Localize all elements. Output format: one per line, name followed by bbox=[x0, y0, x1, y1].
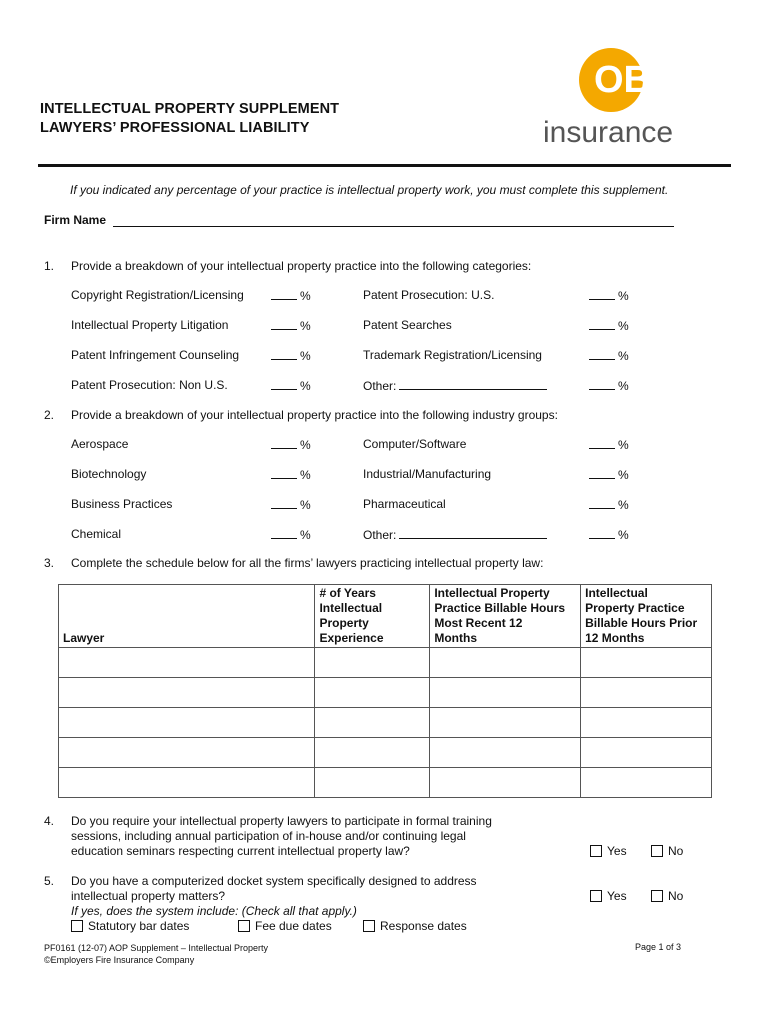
table-row bbox=[59, 738, 712, 768]
table-cell[interactable] bbox=[581, 768, 712, 798]
col-header-hours-prior: Intellectual Property Practice Billable Hours Prior 12 Months bbox=[581, 585, 712, 648]
q1-percent-field[interactable]: % bbox=[271, 348, 311, 363]
form-footer bbox=[44, 942, 268, 966]
document-subtitle: LAWYERS’ PROFESSIONAL LIABILITY bbox=[40, 120, 310, 136]
q2-text: Provide a breakdown of your intellectual property practice into the following industry groups: bbox=[71, 408, 558, 422]
table-cell[interactable] bbox=[430, 678, 581, 708]
q4-no-label: No bbox=[668, 844, 684, 858]
fee-due-checkbox[interactable] bbox=[238, 920, 250, 932]
col-header-hours-recent: Intellectual Property Practice Billable Hours Most Recent 12 Months bbox=[430, 585, 581, 648]
table-row bbox=[59, 678, 712, 708]
table-cell[interactable] bbox=[581, 648, 712, 678]
table-cell[interactable] bbox=[430, 768, 581, 798]
firm-name-label: Firm Name bbox=[44, 213, 107, 227]
q1-percent-field[interactable]: % bbox=[589, 378, 629, 393]
q1-other-field[interactable] bbox=[399, 378, 547, 390]
q4-number: 4. bbox=[44, 814, 55, 828]
table-cell[interactable] bbox=[315, 738, 430, 768]
col-header-lawyer: Lawyer bbox=[59, 585, 315, 648]
q1-category-label: Patent Searches bbox=[363, 318, 452, 332]
q5-option-response[interactable]: Response dates bbox=[363, 919, 467, 933]
col-header-years-experience: # of Years Intellectual Property Experience bbox=[315, 585, 430, 648]
q2-percent-field[interactable]: % bbox=[589, 437, 629, 452]
statutory-bar-checkbox[interactable] bbox=[71, 920, 83, 932]
lawyer-schedule-table bbox=[58, 584, 712, 798]
q4-yes-label: Yes bbox=[607, 844, 627, 858]
table-cell[interactable] bbox=[59, 708, 315, 738]
q2-number: 2. bbox=[44, 408, 55, 422]
obi-insurance-logo bbox=[543, 44, 725, 148]
logo-text: OBi bbox=[594, 59, 662, 101]
q1-percent-field[interactable]: % bbox=[271, 318, 311, 333]
q1-percent-field[interactable]: % bbox=[589, 318, 629, 333]
table-cell[interactable] bbox=[430, 708, 581, 738]
q5-yes-checkbox[interactable] bbox=[590, 890, 602, 902]
q1-percent-field[interactable]: % bbox=[589, 288, 629, 303]
intro-instruction: If you indicated any percentage of your practice is intellectual property work, you must complete this supplement. bbox=[70, 183, 669, 197]
table-cell[interactable] bbox=[315, 678, 430, 708]
table-row bbox=[59, 768, 712, 798]
q2-category-label: Industrial/Manufacturing bbox=[363, 467, 492, 481]
q2-percent-field[interactable]: % bbox=[589, 527, 629, 542]
q3-number: 3. bbox=[44, 556, 55, 570]
q2-category-label: Computer/Software bbox=[363, 437, 467, 451]
q5-no-option[interactable] bbox=[651, 889, 683, 903]
q5-option-fee-due[interactable]: Fee due dates bbox=[238, 919, 332, 933]
q2-category-label: Other: bbox=[363, 527, 547, 542]
q5-option-statutory-bar[interactable]: Statutory bar dates bbox=[71, 919, 189, 933]
q1-category-label: Intellectual Property Litigation bbox=[71, 318, 229, 332]
page-number: Page 1 of 3 bbox=[635, 942, 682, 952]
table-cell[interactable] bbox=[315, 648, 430, 678]
q1-number: 1. bbox=[44, 259, 55, 273]
q1-percent-field[interactable]: % bbox=[271, 288, 311, 303]
q2-percent-field[interactable]: % bbox=[271, 437, 311, 452]
q4-no-option[interactable] bbox=[651, 844, 683, 858]
firm-name-field[interactable] bbox=[113, 226, 674, 227]
table-cell[interactable] bbox=[315, 768, 430, 798]
form-code: PF0161 (12-07) AOP Supplement – Intellectual Property bbox=[44, 943, 268, 953]
table-row bbox=[59, 648, 712, 678]
table-cell[interactable] bbox=[59, 648, 315, 678]
q2-other-field[interactable] bbox=[399, 527, 547, 539]
q1-percent-field[interactable]: % bbox=[589, 348, 629, 363]
q2-category-label: Aerospace bbox=[71, 437, 129, 451]
q4-yes-checkbox[interactable] bbox=[590, 845, 602, 857]
q3-text: Complete the schedule below for all the firms’ lawyers practicing intellectual property law: bbox=[71, 556, 544, 570]
q5-number: 5. bbox=[44, 874, 55, 888]
q1-category-label: Trademark Registration/Licensing bbox=[363, 348, 542, 362]
schedule-header-row bbox=[59, 585, 712, 648]
document-title: INTELLECTUAL PROPERTY SUPPLEMENT bbox=[40, 101, 340, 117]
response-dates-checkbox[interactable] bbox=[363, 920, 375, 932]
q2-percent-field[interactable]: % bbox=[271, 527, 311, 542]
q1-percent-field[interactable]: % bbox=[271, 378, 311, 393]
q1-text: Provide a breakdown of your intellectual property practice into the following categories: bbox=[71, 259, 532, 273]
q5-yes-label: Yes bbox=[607, 889, 627, 903]
q2-percent-field[interactable]: % bbox=[589, 467, 629, 482]
table-cell[interactable] bbox=[581, 708, 712, 738]
q2-percent-field[interactable]: % bbox=[271, 467, 311, 482]
logo-subtext: insurance bbox=[543, 116, 674, 148]
table-row bbox=[59, 708, 712, 738]
header-divider bbox=[38, 164, 731, 167]
table-cell[interactable] bbox=[315, 708, 430, 738]
q1-category-label: Patent Prosecution: U.S. bbox=[363, 288, 495, 302]
q1-category-label: Patent Prosecution: Non U.S. bbox=[71, 378, 228, 392]
q2-category-label: Business Practices bbox=[71, 497, 173, 511]
q2-percent-field[interactable]: % bbox=[589, 497, 629, 512]
q5-text: Do you have a computerized docket system specifically designed to address intellectual property matters? If yes, does the system include: (Check all that apply.) bbox=[71, 874, 477, 918]
table-cell[interactable] bbox=[59, 678, 315, 708]
q2-percent-field[interactable]: % bbox=[271, 497, 311, 512]
table-cell[interactable] bbox=[430, 648, 581, 678]
q1-category-label: Other: bbox=[363, 378, 547, 393]
q1-category-label: Patent Infringement Counseling bbox=[71, 348, 240, 362]
q2-category-label: Chemical bbox=[71, 527, 122, 541]
q4-no-checkbox[interactable] bbox=[651, 845, 663, 857]
q5-followup: If yes, does the system include: (Check all that apply.) bbox=[71, 904, 357, 918]
q5-no-checkbox[interactable] bbox=[651, 890, 663, 902]
q5-yes-option[interactable] bbox=[590, 889, 627, 903]
table-cell[interactable] bbox=[581, 738, 712, 768]
q4-yes-option[interactable] bbox=[590, 844, 627, 858]
q4-text: Do you require your intellectual property lawyers to participate in formal training sessions, including annual participation of in-house and/or continuing legal education seminars respecting current intellectual property law? bbox=[71, 814, 492, 858]
q2-category-label: Biotechnology bbox=[71, 467, 147, 481]
copyright: ©Employers Fire Insurance Company bbox=[44, 955, 195, 965]
q5-no-label: No bbox=[668, 889, 684, 903]
table-cell[interactable] bbox=[59, 738, 315, 768]
table-cell[interactable] bbox=[430, 738, 581, 768]
table-cell[interactable] bbox=[581, 678, 712, 708]
q1-category-label: Copyright Registration/Licensing bbox=[71, 288, 244, 302]
table-cell[interactable] bbox=[59, 768, 315, 798]
q2-category-label: Pharmaceutical bbox=[363, 497, 446, 511]
